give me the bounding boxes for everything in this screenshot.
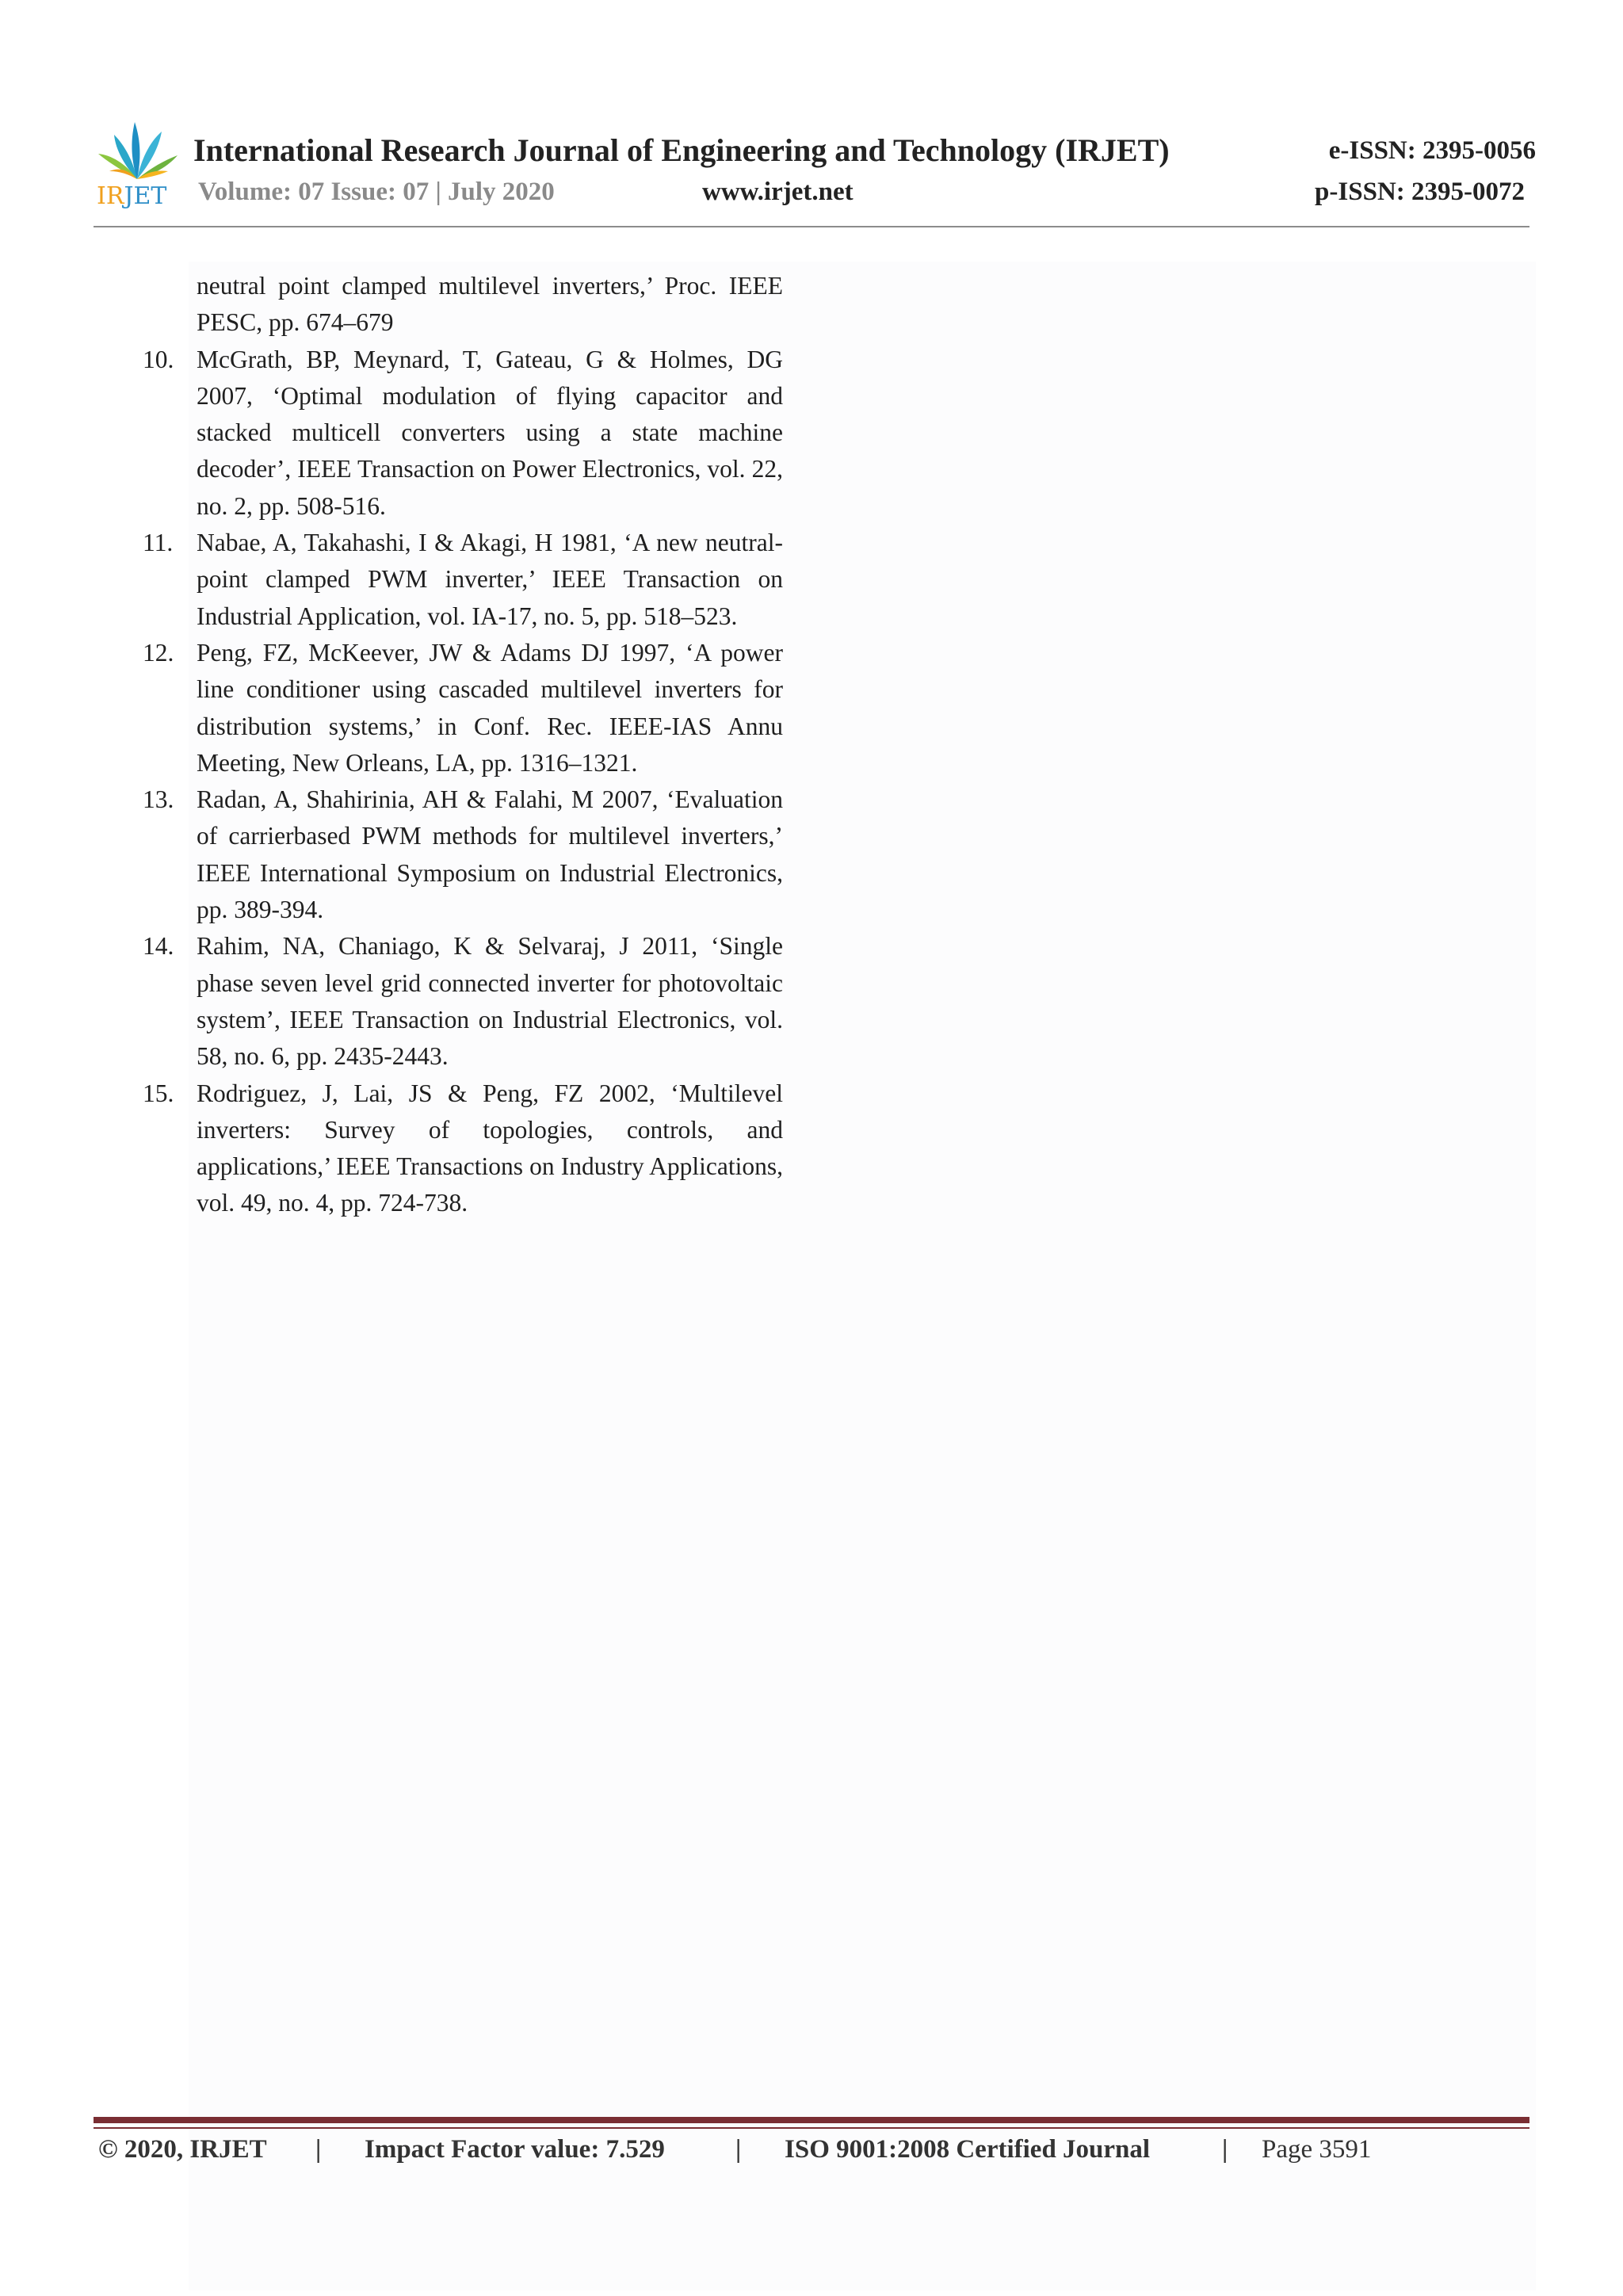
reference-number: 11. — [143, 529, 174, 557]
journal-header — [94, 111, 1536, 230]
footer-divider-thick — [94, 2117, 1529, 2123]
reference-item — [143, 525, 783, 635]
footer-separator: | — [315, 2135, 322, 2164]
footer-iso: ISO 9001:2008 Certified Journal — [785, 2135, 1151, 2164]
footer-impact-factor: Impact Factor value: 7.529 — [365, 2135, 665, 2164]
footer-copyright: © 2020, IRJET — [98, 2135, 267, 2164]
reference-item — [143, 268, 783, 342]
reference-number: 15. — [143, 1079, 174, 1107]
reference-item — [143, 928, 783, 1075]
reference-text: Nabae, A, Takahashi, I & Akagi, H 1981, ‘A new neutral-point clamped PWM inverter,’ IEEE Transaction on Industrial Application, vol. IA-17, no. 5, pp. 518–523. — [197, 529, 783, 630]
footer-divider-thin — [94, 2127, 1529, 2129]
footer-separator: | — [735, 2135, 742, 2164]
logo-wordmark — [97, 182, 166, 210]
reference-item — [143, 1075, 783, 1222]
footer-separator: | — [1222, 2135, 1228, 2164]
reference-text: McGrath, BP, Meynard, T, Gateau, G & Holmes, DG 2007, ‘Optimal modulation of flying capacitor and stacked multicell converters using a state machine decoder’, IEEE Transaction on Power Electronics, vol. 22, no. 2, pp. 508-516. — [197, 345, 783, 520]
reference-text: Rahim, NA, Chaniago, K & Selvaraj, J 2011, ‘Single phase seven level grid connected inverter for photovoltaic system’, IEEE Transaction on Industrial Electronics, vol. 58, no. 6, pp. 2435-2443. — [197, 932, 783, 1071]
header-divider — [94, 226, 1529, 227]
reference-list — [143, 268, 783, 1222]
reference-item — [143, 781, 783, 928]
p-issn: p-ISSN: 2395-0072 — [1315, 178, 1525, 206]
footer-page-number: Page 3591 — [1262, 2135, 1372, 2164]
journal-website: www.irjet.net — [702, 178, 854, 206]
e-issn: e-ISSN: 2395-0056 — [1328, 136, 1536, 165]
reference-item — [143, 342, 783, 525]
journal-title: International Research Journal of Engineering and Technology (IRJET) — [193, 132, 1170, 168]
logo-letters-jet: JET — [124, 182, 167, 210]
logo-letters-ir: IR — [97, 182, 124, 210]
reference-item — [143, 635, 783, 781]
reference-text: neutral point clamped multilevel inverters,’ Proc. IEEE PESC, pp. 674–679 — [197, 272, 783, 337]
reference-text: Rodriguez, J, Lai, JS & Peng, FZ 2002, ‘Multilevel inverters: Survey of topologies, controls, and applications,’ IEEE Transactions on Industry Applications, vol. 49, no. 4, pp. 724-738. — [197, 1079, 783, 1217]
volume-issue-date: Volume: 07 Issue: 07 | July 2020 — [198, 178, 555, 206]
reference-text: Radan, A, Shahirinia, AH & Falahi, M 2007, ‘Evaluation of carrierbased PWM methods for multilevel inverters,’ IEEE International Symposium on Industrial Electronics, pp. 389-394. — [197, 785, 783, 924]
reference-number: 12. — [143, 638, 174, 667]
reference-number: 10. — [143, 345, 174, 373]
reference-text: Peng, FZ, McKeever, JW & Adams DJ 1997, ‘A power line conditioner using cascaded multilevel inverters for distribution systems,’ in Conf. Rec. IEEE-IAS Annu Meeting, New Orleans, LA, pp. 1316–1321. — [197, 638, 783, 777]
reference-number: 14. — [143, 932, 174, 961]
reference-number: 13. — [143, 785, 174, 814]
